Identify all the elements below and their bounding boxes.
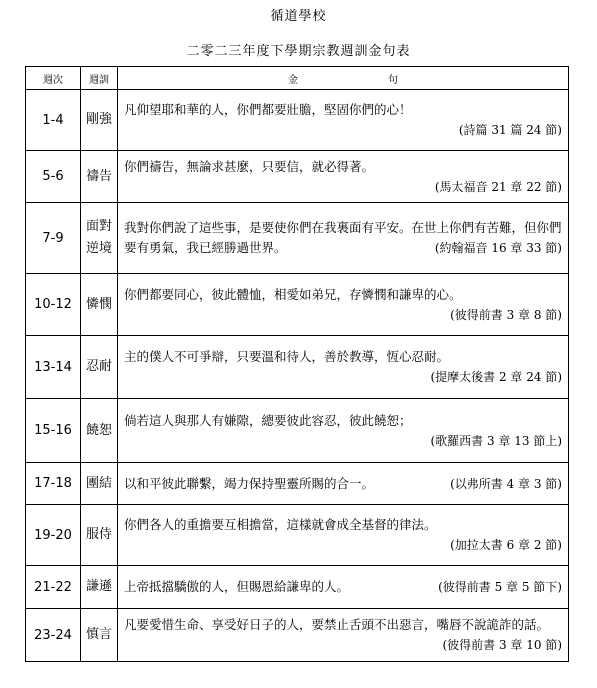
verse-text: 你們禱告，無論求甚麼，只要信，就必得著。 [124,158,375,174]
week-cell: 23-24 [26,609,81,662]
verse-reference: (詩篇 31 篇 24 節) [458,123,562,137]
verse-table [25,66,569,662]
theme-cell: 憐憫 [81,274,118,336]
verse-cell [118,90,569,151]
verse-text: 你們都要同心，彼此體恤，相愛如弟兄，存憐憫和謙卑的心。 [124,286,462,302]
table-row [26,336,569,399]
header-verse [118,67,569,90]
table-row [26,151,569,203]
header-verse-char-1: 金 [288,74,298,86]
week-cell: 5-6 [26,151,81,203]
page-title: 二零二三年度下學期宗教週訓金句表 [186,44,411,59]
theme-cell: 剛強 [81,90,118,151]
verse-text: 上帝抵擋驕傲的人，但賜恩給謙卑的人。 [124,579,350,594]
table-row [26,274,569,336]
verse-text: 主的僕人不可爭辯，只要溫和待人，善於教導，恆心忍耐。 [124,349,450,364]
week-cell: 10-12 [26,274,81,336]
week-cell: 19-20 [26,505,81,566]
table-row [26,463,569,505]
week-cell: 21-22 [26,566,81,609]
verse-text: 凡要愛惜生命、享受好日子的人，要禁止舌頭不出惡言，嘴唇不說詭詐的話。 [124,617,550,632]
verse-reference: (提摩太後書 2 章 24 節) [430,370,562,384]
theme-cell: 謙遜 [81,566,118,609]
verse-cell [118,505,569,566]
week-cell: 13-14 [26,336,81,399]
verse-text: 我對你們說了這些事，是要使你們在我裏面有平安。在世上你們有苦難，但你們要有勇氣，我已經勝過世界。 [124,220,562,255]
verse-text: 以和平彼此聯繫，竭力保持聖靈所賜的合一。 [124,475,375,491]
table-row [26,566,569,609]
theme-cell [81,203,118,274]
table-row [26,399,569,463]
table-row [26,203,569,274]
week-cell: 17-18 [26,463,81,505]
verse-cell [118,274,569,336]
header-week: 週次 [26,67,81,90]
verse-reference: (加拉太書 6 章 2 節) [450,538,562,552]
verse-cell [118,399,569,463]
week-cell: 7-9 [26,203,81,274]
verse-reference: (彼得前書 5 章 5 節下) [438,580,562,594]
school-name: 循道學校 [270,9,327,24]
verse-cell [118,151,569,203]
verse-cell [118,203,569,274]
table-row [26,609,569,662]
verse-text: 倘若這人與那人有嫌隙，總要彼此容忍，彼此饒恕； [124,412,412,428]
theme-cell: 團結 [81,463,118,505]
theme-cell: 忍耐 [81,336,118,399]
verse-cell [118,463,569,505]
table-row [26,505,569,566]
verse-text: 凡仰望耶和華的人，你們都要壯膽，堅固你們的心！ [124,102,412,117]
week-cell: 1-4 [26,90,81,151]
theme-cell: 饒恕 [81,399,118,463]
theme-cell: 禱告 [81,151,118,203]
verse-reference: (以弗所書 4 章 3 節) [450,476,562,491]
verse-text: 你們各人的重擔要互相擔當，這樣就會成全基督的律法。 [124,517,437,532]
verse-reference: (歌羅西書 3 章 13 節上) [430,433,562,448]
verse-cell [118,336,569,399]
verse-cell [118,609,569,662]
verse-reference: (彼得前書 3 章 10 節) [442,638,562,652]
verse-reference: (約翰福音 16 章 33 節) [434,241,562,255]
theme-cell: 慎言 [81,609,118,662]
verse-reference: (彼得前書 3 章 8 節) [450,307,562,322]
theme-cell: 服侍 [81,505,118,566]
theme-text: 面對逆境 [85,219,112,256]
week-cell: 15-16 [26,399,81,463]
header-verse-char-2: 句 [388,74,398,86]
table-row [26,90,569,151]
verse-cell [118,566,569,609]
header-theme: 週訓 [81,67,118,90]
verse-reference: (馬太福音 21 章 22 節) [434,179,562,194]
table-header-row [26,67,569,90]
